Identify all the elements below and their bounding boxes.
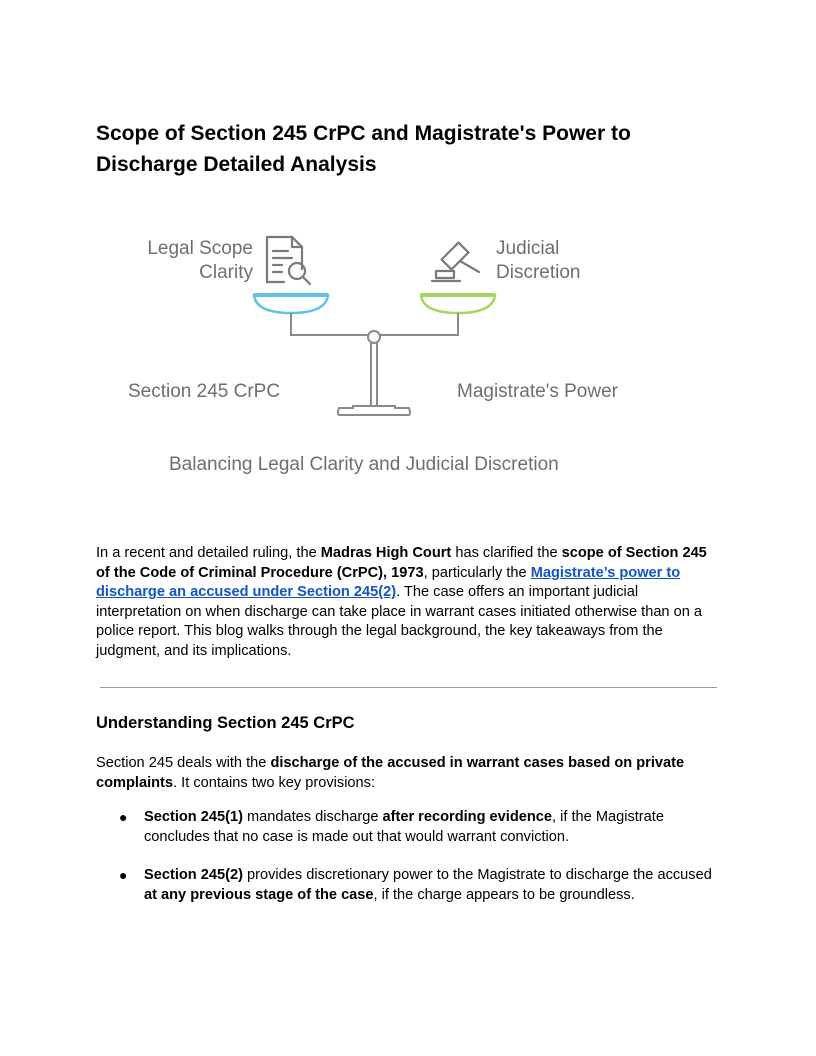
- intro-bold-court: Madras High Court: [320, 545, 452, 561]
- bullet-bold-1: Section 245(2): [144, 867, 243, 884]
- section-paragraph: [96, 754, 716, 793]
- diagram-left-label-line1: Legal Scope: [147, 238, 253, 259]
- section-heading: Understanding Section 245 CrPC: [96, 714, 355, 732]
- bullet-bold-2: at any previous stage of the case: [144, 886, 374, 903]
- diagram-right-label-line1: Judicial: [496, 238, 560, 259]
- intro-text-3: , particularly the: [423, 564, 531, 581]
- section-divider: [100, 687, 717, 688]
- section-text-1: Section 245 deals with the: [96, 755, 271, 771]
- intro-text-2: has clarified the: [451, 545, 562, 561]
- diagram-left-side-label: Section 245 CrPC: [128, 381, 281, 402]
- right-scale-pan: [421, 295, 495, 313]
- intro-paragraph: [96, 544, 720, 662]
- intro-bold-scope: scope of Section 245 of the Code of Criminal Procedure (CrPC), 1973: [96, 545, 707, 581]
- provisions-list: [96, 808, 720, 924]
- section-text-2: . It contains two key provisions:: [173, 774, 376, 791]
- bullet-text-1: mandates discharge: [242, 809, 383, 825]
- balance-diagram: [96, 215, 656, 495]
- left-scale-pan: [254, 295, 328, 313]
- bullet-dot-icon: ●: [119, 809, 128, 825]
- bullet-bold-1: Section 245(1): [144, 809, 243, 825]
- section-bold: discharge of the accused in warrant cases based on private complaints: [96, 755, 685, 791]
- diagram-caption: Balancing Legal Clarity and Judicial Discretion: [169, 454, 559, 475]
- gavel-icon: [432, 243, 479, 281]
- scale-beam: [291, 313, 458, 415]
- page-title: Scope of Section 245 CrPC and Magistrate's Power to Discharge Detailed Analysis: [96, 122, 631, 176]
- list-item: [96, 866, 720, 905]
- bullet-text-1: provides discretionary power to the Magistrate to discharge the accused: [242, 867, 712, 884]
- magistrate-power-link[interactable]: Magistrate’s power to discharge an accused under Section 245(2): [96, 564, 681, 601]
- bullet-bold-2: after recording evidence: [382, 809, 553, 825]
- intro-text-4: . The case offers an important judicial interpretation on when discharge can take place in warrant cases initiated otherwise than on a police report. This blog walks through the legal background, the key takeaways from the judgment, and its implications.: [96, 584, 703, 659]
- diagram-right-side-label: Magistrate's Power: [457, 381, 618, 402]
- bullet-text-2: , if the Magistrate concludes that no case is made out that would warrant conviction.: [144, 809, 664, 845]
- bullet-dot-icon: ●: [119, 867, 128, 884]
- bullet-text-2: , if the charge appears to be groundless.: [373, 886, 635, 903]
- list-item: [96, 808, 720, 847]
- document-search-icon: [267, 237, 310, 284]
- intro-text-1: In a recent and detailed ruling, the: [96, 545, 321, 561]
- diagram-right-label-line2: Discretion: [496, 262, 581, 283]
- diagram-left-label-line2: Clarity: [199, 262, 253, 283]
